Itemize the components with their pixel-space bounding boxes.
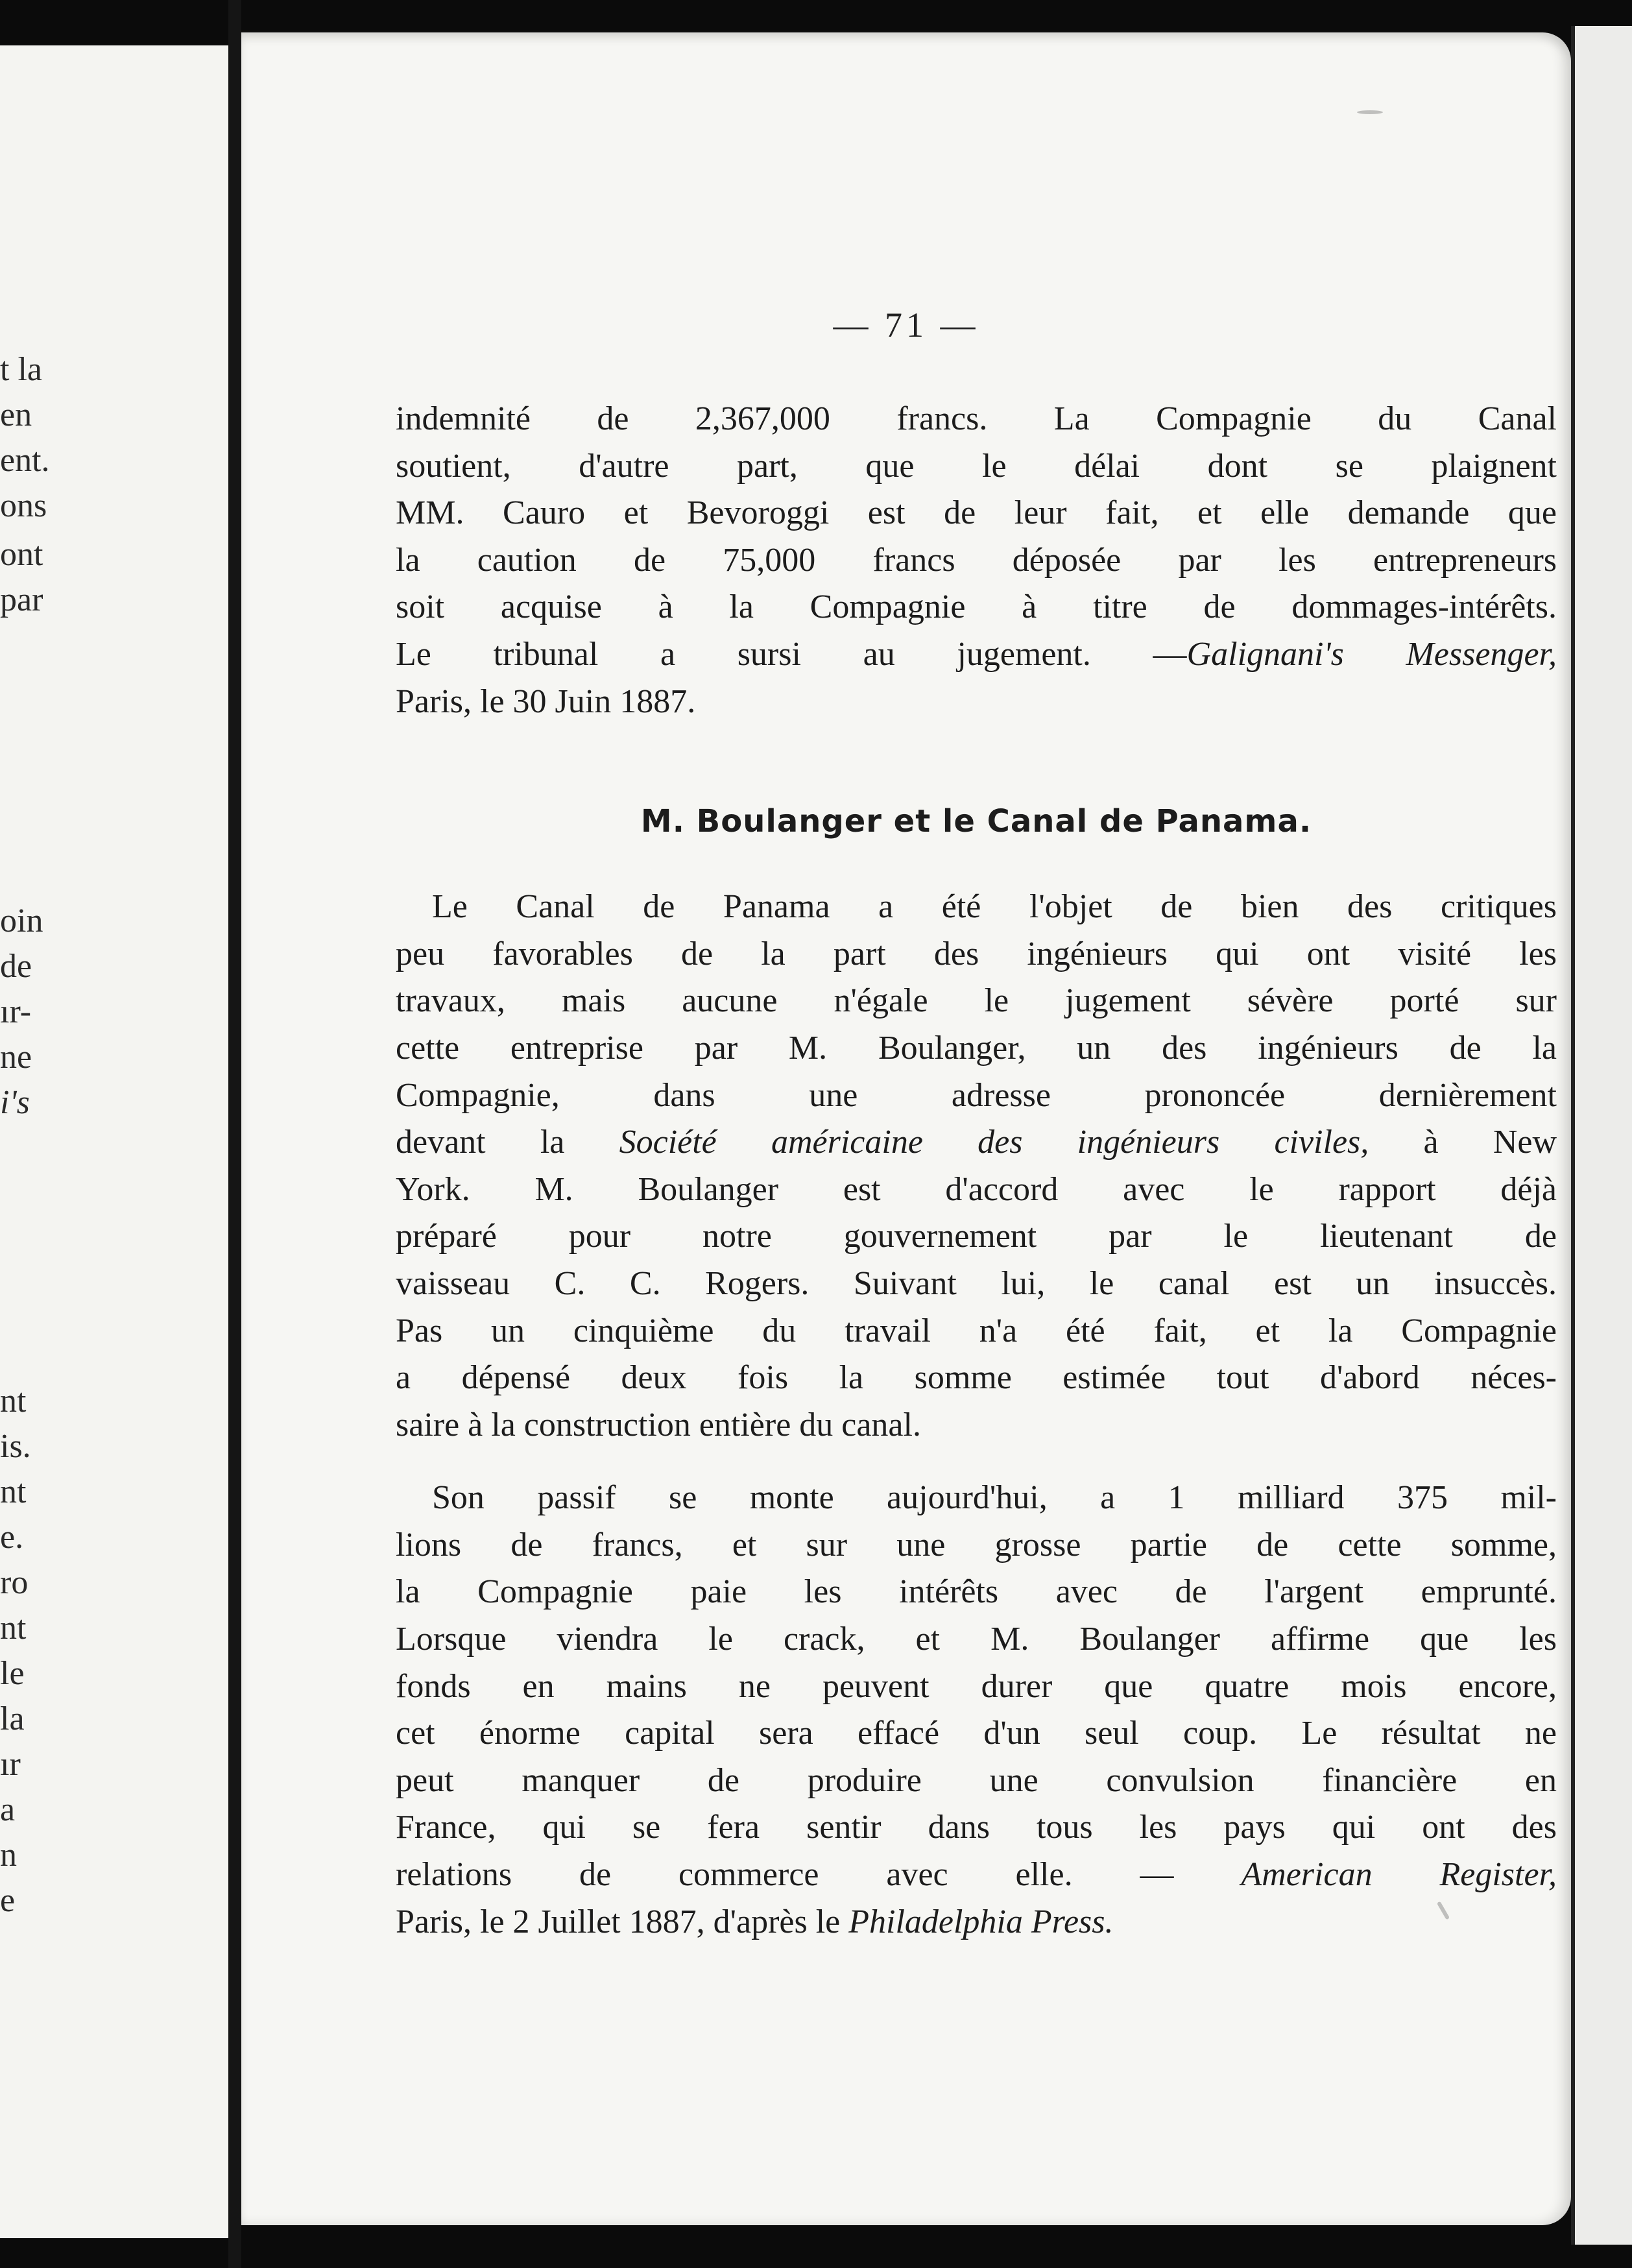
text-line: lions de francs, et sur une grosse partie de cette somme, [396, 1526, 1557, 1563]
left-text-fragment: nt [0, 1473, 27, 1510]
left-text-fragment: ır- [0, 993, 32, 1030]
text-line: travaux, mais aucune n'égale le jugement sévère porté sur [396, 982, 1557, 1020]
left-text-fragment: nt [0, 1610, 27, 1647]
text-line: France, qui se fera sentir dans tous les pays qui ont des [396, 1809, 1557, 1846]
text-line: Pas un cinquième du travail n'a été fait, et la Compagnie [396, 1312, 1557, 1349]
source-citation: American Register, [1241, 1856, 1557, 1894]
text-segment: relations de commerce avec elle. — [396, 1856, 1174, 1894]
text-line: Paris, le 30 Juin 1887. [396, 682, 696, 720]
left-page-fragment [0, 45, 234, 2238]
text-line: la Compagnie paie les intérêts avec de l'argent emprunté. [396, 1573, 1557, 1611]
scan-speck [1357, 110, 1383, 114]
page-gutter [228, 0, 241, 2268]
paragraph [396, 884, 1557, 1449]
left-text-fragment: de [0, 948, 32, 985]
text-line [396, 1852, 1557, 1899]
text-line: fonds en mains ne peuvent durer que quatre mois encore, [396, 1667, 1557, 1705]
left-text-fragment: ont [0, 536, 43, 573]
text-line: Compagnie, dans une adresse prononcée dernièrement [396, 1076, 1557, 1114]
text-line: la caution de 75,000 francs déposée par les entrepreneurs [396, 541, 1557, 579]
page-body [396, 396, 1557, 1946]
left-text-fragment: le [0, 1655, 25, 1692]
document-page [241, 32, 1571, 2225]
left-text-fragment: t la [0, 351, 42, 388]
text-segment: devant la [396, 1124, 565, 1161]
left-text-fragment: par [0, 581, 43, 618]
text-line: saire à la construction entière du canal. [396, 1406, 921, 1443]
text-segment: Paris, le 2 Juillet 1887, d'après le [396, 1903, 841, 1940]
text-line: soit acquise à la Compagnie à titre de dommages-intérêts. [396, 588, 1557, 626]
text-line [396, 631, 1557, 679]
left-text-fragment: e [0, 1882, 16, 1919]
text-line: peu favorables de la part des ingénieurs qui ont visité les [396, 935, 1557, 972]
left-text-fragment: ent. [0, 442, 50, 479]
text-line: MM. Cauro et Bevoroggi est de leur fait, et elle demande que [396, 494, 1557, 532]
left-text-fragment: ro [0, 1564, 29, 1601]
left-text-fragment: ons [0, 487, 47, 524]
text-line: préparé pour notre gouvernement par le lieutenant de [396, 1218, 1557, 1255]
paragraph [396, 1475, 1557, 1946]
text-line: Son passif se monte aujourd'hui, a 1 milliard 375 mil- [432, 1479, 1557, 1517]
left-text-fragment: oin [0, 902, 43, 939]
left-text-fragment: ır [0, 1746, 21, 1783]
text-line: York. M. Boulanger est d'accord avec le rapport déjà [396, 1170, 1557, 1208]
left-text-fragment: nt [0, 1382, 27, 1419]
society-name: Société américaine des ingénieurs civiles, [619, 1124, 1369, 1161]
left-text-fragment: la [0, 1700, 25, 1737]
page-edge [1571, 26, 1632, 2245]
text-segment: à New [1423, 1124, 1557, 1161]
text-line: peut manquer de produire une convulsion financière en [396, 1761, 1557, 1799]
left-text-fragment: en [0, 396, 32, 433]
text-line: a dépensé deux fois la somme estimée tout d'abord néces- [396, 1359, 1557, 1397]
text-line [396, 1899, 1557, 1946]
page-number: — 71 — [833, 306, 979, 344]
left-text-fragment: n [0, 1837, 17, 1874]
text-line: Le Canal de Panama a été l'objet de bien des critiques [432, 888, 1557, 926]
left-text-fragment: a [0, 1791, 16, 1828]
text-line [396, 1119, 1557, 1166]
section-heading: M. Boulanger et le Canal de Panama. [640, 803, 1312, 840]
paragraph-spacer [396, 1449, 1557, 1475]
text-line: cette entreprise par M. Boulanger, un des ingénieurs de la [396, 1029, 1557, 1067]
text-line: vaisseau C. C. Rogers. Suivant lui, le canal est un insuccès. [396, 1264, 1557, 1302]
left-text-fragment: i's [0, 1084, 30, 1121]
left-text-fragment: ne [0, 1039, 32, 1076]
left-text-fragment: e. [0, 1519, 24, 1556]
text-line: Lorsque viendra le crack, et M. Boulanger affirme que les [396, 1621, 1557, 1658]
text-segment: Le tribunal a sursi au jugement. — [396, 635, 1187, 673]
text-line: cet énorme capital sera effacé d'un seul coup. Le résultat ne [396, 1715, 1557, 1752]
source-citation: Philadelphia Press. [848, 1903, 1114, 1940]
source-citation: Galignani's Messenger, [1186, 635, 1557, 673]
paragraph-continuation [396, 396, 1557, 725]
text-line: soutient, d'autre part, que le délai dont se plaignent [396, 447, 1557, 485]
text-line: indemnité de 2,367,000 francs. La Compagnie du Canal [396, 400, 1557, 437]
left-text-fragment: is. [0, 1428, 31, 1465]
